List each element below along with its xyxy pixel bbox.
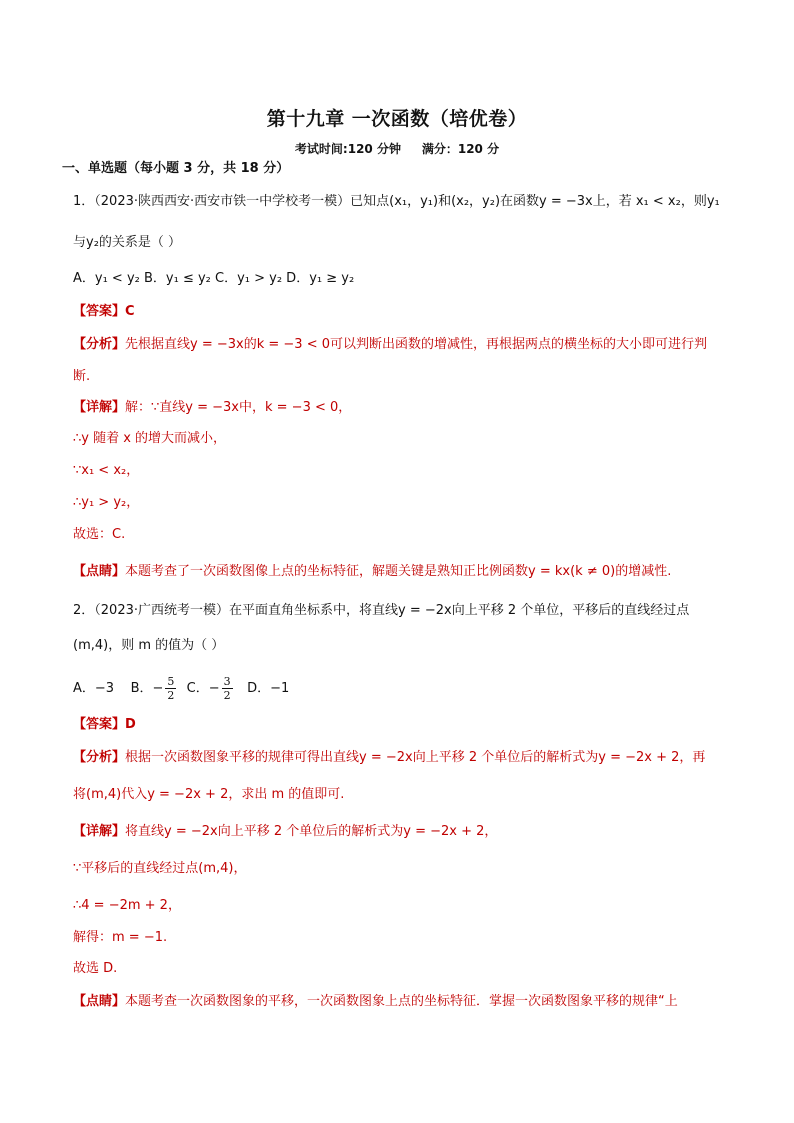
- full-score: 满分：120 分: [421, 142, 500, 156]
- q2-option-d: D．−1: [247, 681, 290, 696]
- q2-comment: [73, 993, 678, 1011]
- q2-option-b-denominator: 2: [167, 689, 175, 702]
- q1-answer-value: C: [125, 304, 135, 319]
- q1-answer: [73, 303, 135, 321]
- q2-answer-value: D: [125, 717, 136, 732]
- q1-analysis-text: 先根据直线y = −3x的k = −3 < 0可以判断出函数的增减性，再根据两点的横坐标的大小即可进行判: [125, 337, 708, 352]
- q2-detail-line3: ∴4 = −2m + 2，: [73, 898, 181, 913]
- q2-option-a: A．−3: [73, 681, 115, 696]
- q2-detail-line4: 解得：m = −1.: [73, 930, 168, 945]
- q1-detail-text: 解：∵直线y = −3x中，k = −3 < 0，: [125, 400, 352, 415]
- q2-detail-tag: 【详解】: [73, 824, 126, 839]
- page-title: 第十九章 一次函数（培优卷）: [266, 108, 528, 130]
- exam-info: [0, 140, 794, 157]
- q2-comment-text: 本题考查一次函数图象的平移，一次函数图象上点的坐标特征．掌握一次函数图象平移的规律“上: [125, 994, 678, 1009]
- q2-option-b-numerator: 5: [167, 675, 175, 688]
- q2-options: [73, 674, 289, 704]
- q2-detail-line1: [73, 823, 497, 841]
- q1-analysis-line2: 断.: [73, 369, 91, 384]
- q2-comment-tag: 【点睛】: [73, 994, 126, 1009]
- q1-detail-tag: 【详解】: [73, 400, 126, 415]
- q2-option-c-numerator: 3: [223, 675, 231, 688]
- q2-option-c-label: C．−: [186, 681, 220, 696]
- section-heading: 一、单选题（每小题 3 分，共 18 分）: [62, 161, 290, 176]
- q2-stem-line1: 2．（2023·广西统考一模）在平面直角坐标系中，将直线y = −2x向上平移 2 个单位，平移后的直线经过点: [73, 603, 690, 618]
- exam-time: 考试时间:120 分钟: [294, 142, 401, 156]
- q2-option-c-fraction: [222, 675, 233, 702]
- q1-analysis-tag: 【分析】: [73, 337, 126, 352]
- q1-analysis-line1: [73, 336, 707, 354]
- q1-detail-line5: 故选：C.: [73, 527, 126, 542]
- q1-stem-line2: 与y₂的关系是（ ）: [73, 235, 182, 250]
- q2-analysis-line1: [73, 749, 705, 767]
- q2-answer-tag: 【答案】: [73, 717, 126, 732]
- q2-option-b-label: B．−: [130, 681, 164, 696]
- q1-detail-line4: ∴y₁ > y₂，: [73, 495, 140, 510]
- q1-stem-line1: 1．（2023·陕西西安·西安市铁一中学校考一模）已知点(x₁，y₁)和(x₂，y₂)在函数y = −3x上，若 x₁ < x₂，则y₁: [73, 194, 720, 209]
- q1-detail-line1: [73, 399, 351, 417]
- q2-option-c-denominator: 2: [223, 689, 231, 702]
- q2-detail-line5: 故选 D.: [73, 961, 118, 976]
- q1-comment-tag: 【点睛】: [73, 564, 126, 579]
- q2-analysis-tag: 【分析】: [73, 750, 126, 765]
- q2-answer: [73, 716, 136, 734]
- q2-detail-text: 将直线y = −2x向上平移 2 个单位后的解析式为y = −2x + 2，: [125, 824, 498, 839]
- q2-analysis-line2: 将(m,4)代入y = −2x + 2，求出 m 的值即可.: [73, 787, 345, 802]
- q2-analysis-text: 根据一次函数图象平移的规律可得出直线y = −2x向上平移 2 个单位后的解析式为y = −2x + 2，再: [125, 750, 706, 765]
- q1-comment: [73, 563, 671, 581]
- q1-detail-line2: ∴y 随着 x 的增大而减小，: [73, 431, 227, 446]
- q1-options: A．y₁ < y₂ B．y₁ ≤ y₂ C．y₁ > y₂ D．y₁ ≥ y₂: [73, 271, 355, 286]
- q1-comment-text: 本题考查了一次函数图像上点的坐标特征，解题关键是熟知正比例函数y = kx(k ≠ 0)的增减性.: [125, 564, 672, 579]
- q1-detail-line3: ∵x₁ < x₂，: [73, 463, 140, 478]
- q2-detail-line2: ∵平移后的直线经过点(m,4)，: [73, 861, 247, 876]
- q1-answer-tag: 【答案】: [73, 304, 126, 319]
- q2-option-b-fraction: [165, 675, 176, 702]
- q2-stem-line2: (m,4)，则 m 的值为（ ）: [73, 638, 225, 653]
